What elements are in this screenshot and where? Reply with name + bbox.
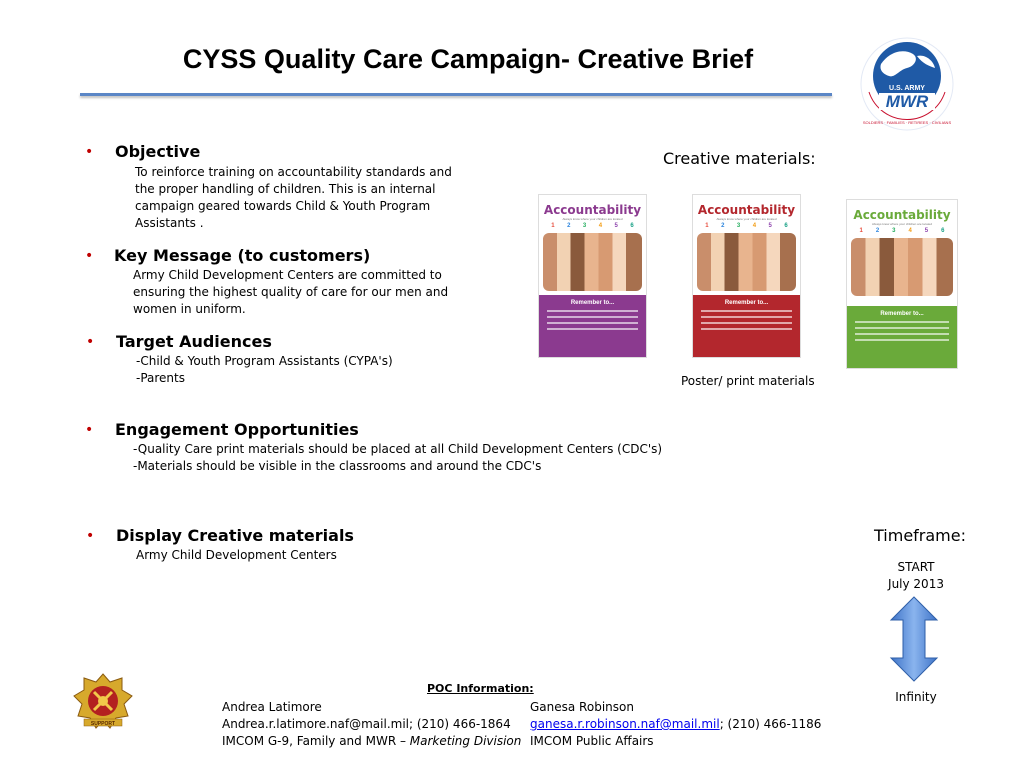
mwr-logo — [855, 34, 959, 134]
text-line: ensuring the highest quality of care for our men and — [133, 285, 449, 299]
text-line: campaign geared towards Child & Youth Program — [135, 199, 431, 213]
poster-title: Accountability — [853, 208, 951, 222]
poc-email: Andrea.r.latimore.naf@mail.mil; (210) 466-1864 — [222, 717, 511, 731]
start-text: START — [897, 560, 935, 574]
poster-band — [693, 295, 800, 357]
insignia-motto: SUPPORT — [90, 721, 116, 727]
poc-right — [530, 699, 821, 750]
poster-band — [539, 295, 646, 357]
number: 6 — [630, 223, 634, 229]
poster-title: Accountability — [543, 203, 642, 217]
display-text — [136, 547, 337, 564]
number: 5 — [614, 223, 618, 229]
poster-remember: Remember to... — [724, 300, 769, 306]
mwr-logo-ring-text: SOLDIERS · FAMILIES · RETIREES · CIVILIANS — [862, 120, 952, 125]
bullet-icon: • — [86, 528, 95, 544]
objective-heading: Objective — [115, 142, 201, 161]
poc-phone: ; (210) 466-1186 — [719, 717, 822, 731]
timeframe-end: Infinity — [895, 690, 937, 704]
timeframe-start — [870, 559, 962, 593]
display-heading: Display Creative materials — [116, 526, 354, 545]
poc-org: IMCOM Public Affairs — [530, 734, 654, 748]
text-line: the proper handling of children. This is an internal — [135, 182, 436, 196]
poc-name: Andrea Latimore — [222, 700, 322, 714]
title-divider — [80, 93, 832, 96]
poster-tagline: Always know where your children are located — [716, 217, 777, 221]
poster-band — [847, 306, 957, 368]
bullet-icon: • — [85, 248, 94, 264]
number: 1 — [705, 223, 709, 229]
poc-left — [222, 699, 521, 750]
poster-red — [692, 194, 801, 358]
text-line: -Child & Youth Program Assistants (CYPA's) — [136, 354, 393, 368]
bullet-icon: • — [85, 144, 94, 160]
text-line: women in uniform. — [133, 302, 246, 316]
key-message-heading: Key Message (to customers) — [114, 246, 371, 265]
text-line: -Materials should be visible in the classrooms and around the CDC's — [133, 459, 542, 473]
text-line: -Quality Care print materials should be placed at all Child Development Centers (CDC's) — [133, 442, 663, 456]
text-line: -Parents — [136, 371, 185, 385]
number: 3 — [736, 223, 741, 229]
poc-org-prefix: IMCOM G-9, Family and MWR – — [222, 734, 410, 748]
text-line: Army Child Development Centers — [136, 548, 337, 562]
engagement-heading: Engagement Opportunities — [115, 420, 359, 439]
number: 3 — [892, 228, 896, 234]
poster-numbers — [847, 226, 957, 236]
poc-contact — [530, 716, 821, 733]
number: 4 — [752, 223, 757, 229]
poc-heading: POC Information: — [427, 682, 534, 695]
double-arrow-icon — [889, 596, 939, 682]
children-photo — [543, 233, 642, 291]
objective-text — [135, 164, 452, 232]
poster-numbers — [539, 221, 646, 231]
number: 2 — [875, 228, 880, 234]
children-photo — [697, 233, 796, 291]
number: 2 — [567, 223, 571, 229]
number: 1 — [551, 223, 555, 229]
poster-caption: Poster/ print materials — [681, 374, 815, 388]
number: 3 — [582, 223, 587, 229]
poster-green — [846, 199, 958, 369]
mwr-logo-top-text: U.S. ARMY — [889, 85, 925, 92]
army-insignia-icon — [72, 672, 134, 730]
bullet-icon: • — [86, 334, 95, 350]
number: 5 — [924, 228, 929, 234]
creative-materials-label: Creative materials: — [663, 149, 816, 168]
children-photo — [851, 238, 953, 296]
number: 4 — [908, 228, 912, 234]
mwr-logo-main-text: MWR — [885, 92, 929, 111]
poster-remember: Remember to... — [570, 300, 615, 306]
number: 6 — [941, 228, 945, 234]
start-date: July 2013 — [888, 577, 944, 591]
poster-tagline: Always know where your children are located — [562, 217, 623, 221]
poc-name: Ganesa Robinson — [530, 700, 634, 714]
poc-org — [222, 733, 521, 750]
number: 4 — [598, 223, 603, 229]
text-line: To reinforce training on accountability standards and — [135, 165, 452, 179]
poster-remember: Remember to... — [880, 311, 924, 317]
page-title: CYSS Quality Care Campaign- Creative Brief — [182, 44, 754, 74]
bullet-icon: • — [85, 422, 94, 438]
timeframe-label: Timeframe: — [874, 526, 966, 545]
number: 6 — [784, 223, 788, 229]
target-audiences-text — [136, 353, 393, 387]
poster-numbers — [693, 221, 800, 231]
poc-org-division: Marketing Division — [409, 734, 522, 748]
target-audiences-heading: Target Audiences — [116, 332, 272, 351]
poster-tagline: Always know where your children are located — [871, 222, 933, 226]
key-message-text — [133, 267, 448, 318]
number: 2 — [721, 223, 725, 229]
poster-title: Accountability — [697, 203, 796, 217]
number: 5 — [768, 223, 772, 229]
engagement-text — [133, 441, 662, 475]
email-link[interactable]: ganesa.r.robinson.naf@mail.mil — [530, 717, 720, 731]
text-line: Army Child Development Centers are committed to — [133, 268, 442, 282]
number: 1 — [859, 228, 863, 234]
text-line: Assistants . — [135, 216, 204, 230]
poster-purple — [538, 194, 647, 358]
